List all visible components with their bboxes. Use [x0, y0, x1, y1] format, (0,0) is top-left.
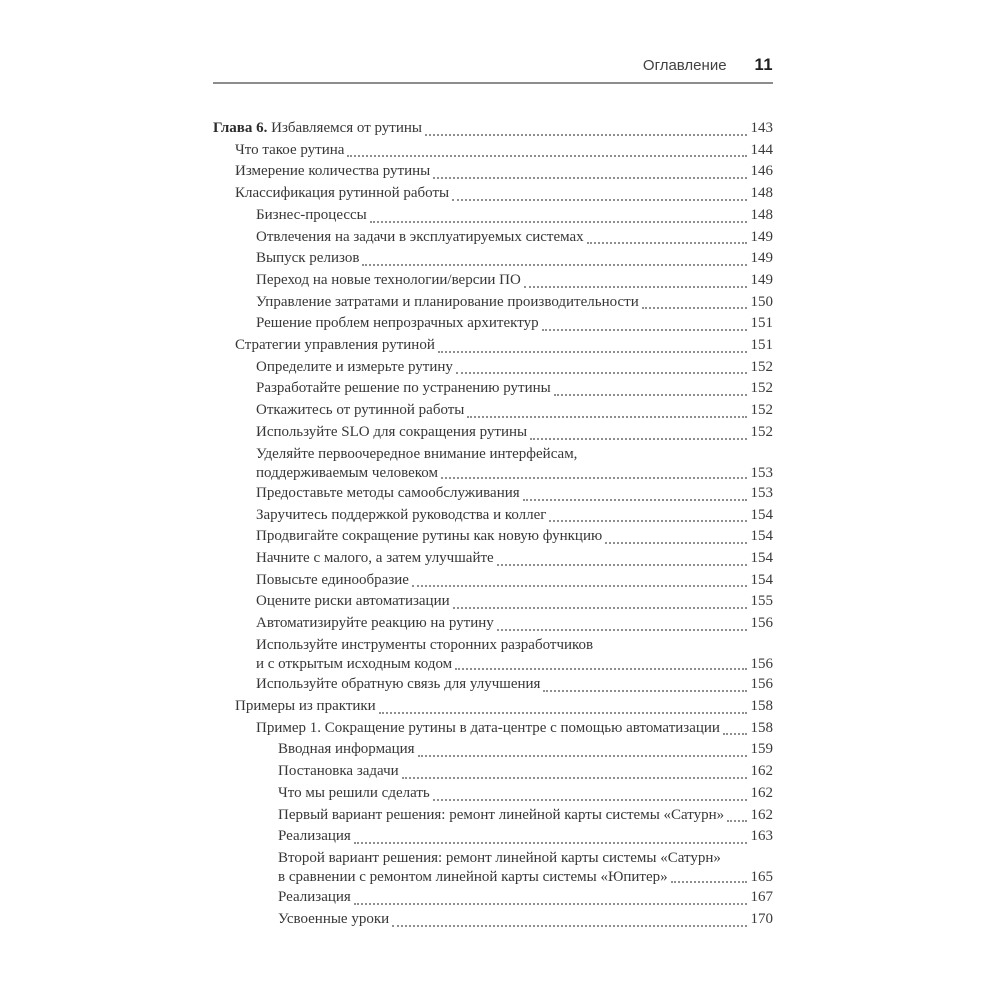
entry-title: Выпуск релизов [256, 250, 360, 267]
entry-page-number: 154 [750, 571, 773, 588]
entry-page-number: 170 [750, 911, 773, 928]
entry-title-continued: в сравнении с ремонтом линейной карты системы «Юпитер» [278, 869, 668, 886]
dot-leader [370, 221, 747, 223]
dot-leader [554, 394, 747, 396]
toc-entry [213, 161, 773, 183]
entry-page-number: 148 [750, 185, 773, 202]
toc-entry [213, 696, 773, 718]
entry-page-number: 158 [750, 697, 773, 714]
entry-page-number: 149 [750, 250, 773, 267]
entry-title: Что такое рутина [235, 141, 345, 158]
entry-title: Переход на новые технологии/версии ПО [256, 271, 521, 288]
entry-title: Что мы решили сделать [278, 784, 430, 801]
entry-page-number: 163 [750, 828, 773, 845]
entry-title: Вводная информация [278, 741, 415, 758]
dot-leader [587, 242, 747, 244]
dot-leader [433, 177, 746, 179]
toc-entry [213, 378, 773, 400]
entry-title: Повысьте единообразие [256, 571, 409, 588]
entry-title: Уделяйте первоочередное внимание интерфейсам, [256, 445, 578, 462]
entry-page-number: 143 [750, 120, 773, 136]
entry-page-number: 154 [750, 528, 773, 545]
toc-entry [213, 718, 773, 740]
entry-title: Бизнес-процессы [256, 206, 367, 223]
toc-entry [213, 313, 773, 335]
entry-title: Разработайте решение по устранению рутины [256, 380, 551, 397]
toc-entry [213, 400, 773, 422]
dot-leader [497, 564, 747, 566]
running-head-title: Оглавление [642, 57, 727, 74]
toc-entry [213, 248, 773, 270]
toc-entry [213, 739, 773, 761]
entry-page-number: 144 [750, 141, 773, 158]
entry-page-number: 167 [750, 889, 773, 906]
toc-entry [213, 848, 773, 887]
entry-title: Классификация рутинной работы [235, 185, 450, 202]
dot-leader [467, 416, 746, 418]
toc-entry [213, 270, 773, 292]
toc-entry [213, 635, 773, 674]
toc-entry [213, 674, 773, 696]
entry-page-number: 151 [750, 315, 773, 332]
toc-entry [213, 357, 773, 379]
toc-entry [213, 205, 773, 227]
dot-leader [453, 607, 747, 609]
dot-leader [438, 351, 747, 353]
entry-title: Усвоенные уроки [278, 911, 390, 928]
entry-page-number: 149 [750, 228, 773, 245]
dot-leader [524, 286, 747, 288]
dot-leader [392, 925, 746, 927]
entry-page-number: 156 [750, 615, 773, 632]
entry-title: Определите и измерьте рутину [256, 358, 453, 375]
chapter-label: Глава 6. [213, 120, 268, 136]
toc-entry [213, 292, 773, 314]
entry-title: Автоматизируйте реакцию на рутину [256, 615, 494, 632]
dot-leader [418, 755, 747, 757]
entry-title: Используйте SLO для сокращения рутины [256, 423, 528, 440]
entry-title: Второй вариант решения: ремонт линейной карты системы «Сатурн» [278, 849, 721, 866]
entry-title: Продвигайте сокращение рутины как новую функцию [256, 528, 603, 545]
entry-title: Управление затратами и планирование производительности [256, 293, 639, 310]
toc-entry [213, 526, 773, 548]
entry-page-number: 148 [750, 206, 773, 223]
entry-title: Примеры из практики [235, 697, 376, 714]
entry-page-number: 156 [750, 676, 773, 693]
toc-entry [213, 483, 773, 505]
dot-leader [412, 585, 747, 587]
entry-title: Глава 6. Избавляемся от рутины [213, 120, 422, 136]
entry-title: Откажитесь от рутинной работы [256, 402, 465, 419]
entry-page-number: 151 [750, 337, 773, 354]
entry-page-number: 158 [750, 719, 773, 736]
dot-leader [433, 799, 747, 801]
entry-page-number: 162 [750, 784, 773, 801]
entry-page-number: 162 [750, 763, 773, 780]
entry-title: Используйте инструменты сторонних разработчиков [256, 636, 594, 653]
entry-title: Стратегии управления рутиной [235, 337, 435, 354]
entry-page-number: 150 [750, 293, 773, 310]
dot-leader [727, 820, 746, 822]
dot-leader [530, 438, 746, 440]
entry-page-number: 152 [750, 380, 773, 397]
toc-entry [213, 761, 773, 783]
toc-entry [213, 548, 773, 570]
dot-leader [523, 499, 747, 501]
entry-title: Постановка задачи [278, 763, 399, 780]
toc-entry [213, 591, 773, 613]
entry-title: Реализация [278, 828, 351, 845]
running-head-page-number: 11 [754, 56, 773, 74]
entry-page-number: 146 [750, 163, 773, 180]
entry-page-number: 155 [750, 593, 773, 610]
entry-title: Отвлечения на задачи в эксплуатируемых системах [256, 228, 584, 245]
toc-entry [213, 826, 773, 848]
dot-leader [362, 264, 746, 266]
dot-leader [723, 733, 747, 735]
page-header [213, 56, 773, 84]
dot-leader [456, 372, 747, 374]
dot-leader [671, 881, 747, 883]
toc-entry [213, 227, 773, 249]
entry-title: Пример 1. Сокращение рутины в дата-центре с помощью автоматизации [256, 719, 720, 736]
toc-entry [213, 335, 773, 357]
entry-title: Реализация [278, 889, 351, 906]
entry-page-number: 162 [750, 806, 773, 823]
dot-leader [543, 690, 746, 692]
entry-page-number: 149 [750, 271, 773, 288]
entry-title-continued: и с открытым исходным кодом [256, 656, 453, 673]
dot-leader [455, 668, 746, 670]
entry-page-number: 153 [750, 464, 773, 481]
entry-page-number: 152 [750, 402, 773, 419]
entry-title: Предоставьте методы самообслуживания [256, 484, 520, 501]
entry-title: Оцените риски автоматизации [256, 593, 450, 610]
dot-leader [441, 477, 747, 479]
entry-page-number: 165 [750, 869, 773, 886]
table-of-contents [213, 118, 773, 931]
entry-page-number: 156 [750, 656, 773, 673]
toc-entry [213, 140, 773, 162]
dot-leader [642, 307, 747, 309]
toc-entry [213, 444, 773, 483]
dot-leader [354, 903, 747, 905]
entry-page-number: 152 [750, 423, 773, 440]
dot-leader [347, 155, 746, 157]
toc-entry [213, 183, 773, 205]
entry-page-number: 159 [750, 741, 773, 758]
dot-leader [497, 629, 747, 631]
entry-title: Заручитесь поддержкой руководства и коллег [256, 506, 547, 523]
toc-entry [213, 422, 773, 444]
dot-leader [549, 520, 746, 522]
entry-title-continued: поддерживаемым человеком [256, 464, 438, 481]
toc-entry [213, 118, 773, 140]
toc-entry [213, 909, 773, 931]
dot-leader [379, 712, 747, 714]
entry-page-number: 154 [750, 506, 773, 523]
toc-entry [213, 783, 773, 805]
dot-leader [354, 842, 747, 844]
dot-leader [605, 542, 746, 544]
toc-entry [213, 805, 773, 827]
entry-title: Начните с малого, а затем улучшайте [256, 550, 494, 567]
toc-entry [213, 613, 773, 635]
entry-page-number: 153 [750, 484, 773, 501]
entry-page-number: 152 [750, 358, 773, 375]
toc-entry [213, 887, 773, 909]
toc-entry [213, 505, 773, 527]
dot-leader [542, 329, 747, 331]
dot-leader [425, 134, 747, 136]
entry-title: Измерение количества рутины [235, 163, 431, 180]
toc-entry [213, 570, 773, 592]
entry-title: Используйте обратную связь для улучшения [256, 676, 541, 693]
dot-leader [452, 199, 746, 201]
entry-page-number: 154 [750, 550, 773, 567]
dot-leader [402, 777, 747, 779]
entry-title: Первый вариант решения: ремонт линейной карты системы «Сатурн» [278, 806, 725, 823]
entry-title: Решение проблем непрозрачных архитектур [256, 315, 539, 332]
